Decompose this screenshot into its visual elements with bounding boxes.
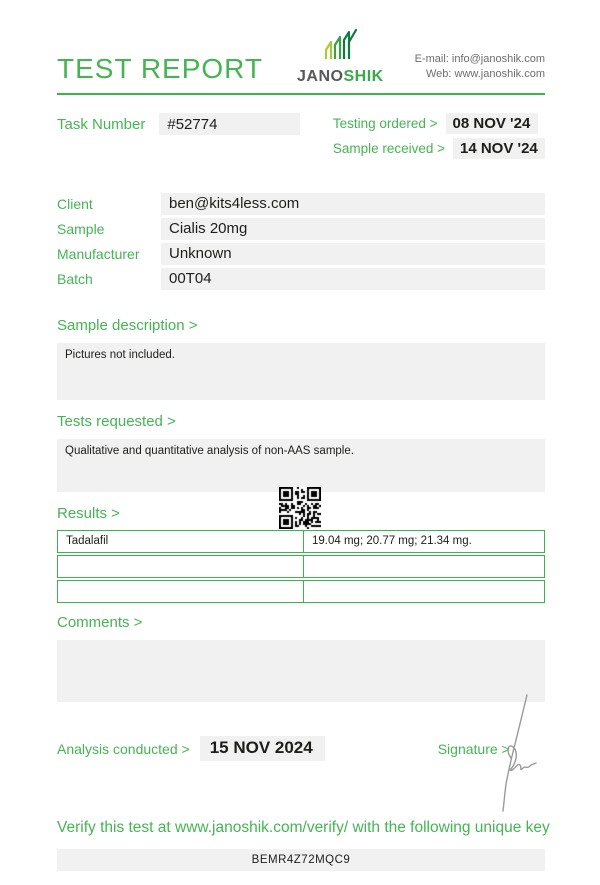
results-section bbox=[57, 506, 545, 603]
tests-requested-heading: Tests requested > bbox=[57, 413, 176, 430]
verify-text: Verify this test at www.janoshik.com/verify/ with the following unique key bbox=[57, 819, 550, 836]
analysis-conducted-label: Analysis conducted > bbox=[57, 740, 190, 757]
table-row bbox=[57, 580, 545, 603]
sample-description-box: Pictures not included. bbox=[57, 343, 545, 400]
analyte-cell bbox=[58, 556, 304, 577]
web-line bbox=[415, 67, 545, 82]
info-row-manufacturer bbox=[57, 243, 545, 265]
sample-received-value: 14 NOV '24 bbox=[453, 138, 545, 159]
manufacturer-label: Manufacturer bbox=[57, 246, 140, 262]
footer-row bbox=[57, 736, 545, 761]
sample-received-label: Sample received > bbox=[332, 141, 445, 156]
sample-received-row bbox=[333, 138, 545, 159]
contact-info bbox=[415, 52, 545, 85]
result-cell bbox=[304, 556, 544, 577]
sample-description-heading: Sample description > bbox=[57, 317, 198, 334]
client-label: Client bbox=[57, 196, 93, 212]
client-value: ben@kits4less.com bbox=[161, 193, 545, 215]
logo-wordmark bbox=[297, 69, 384, 85]
signature-label: Signature > bbox=[437, 740, 510, 757]
sample-value: Cialis 20mg bbox=[161, 218, 545, 240]
page-title: TEST REPORT bbox=[57, 53, 264, 84]
logo-wordmark-shik: SHIK bbox=[343, 68, 384, 85]
logo-wordmark-jano: JANO bbox=[297, 68, 344, 85]
email-line bbox=[415, 52, 545, 67]
signature-image bbox=[486, 692, 542, 814]
result-cell bbox=[304, 581, 544, 602]
header-divider bbox=[57, 93, 545, 95]
qr-code bbox=[279, 487, 321, 529]
table-row bbox=[57, 530, 545, 553]
results-heading: Results > bbox=[57, 505, 120, 522]
batch-label: Batch bbox=[57, 271, 93, 287]
manufacturer-value: Unknown bbox=[161, 243, 545, 265]
tests-requested-box: Qualitative and quantitative analysis of non-AAS sample. bbox=[57, 439, 545, 492]
testing-ordered-value: 08 NOV '24 bbox=[446, 113, 538, 134]
task-number-label: Task Number bbox=[57, 116, 146, 133]
task-number-value: #52774 bbox=[159, 113, 300, 135]
testing-ordered-row bbox=[333, 113, 545, 134]
email-label: E-mail: bbox=[414, 53, 449, 65]
analyte-cell: Tadalafil bbox=[58, 531, 304, 552]
growth-bars-icon bbox=[316, 28, 364, 67]
testing-ordered-label: Testing ordered > bbox=[332, 116, 438, 131]
dates-block bbox=[333, 113, 545, 163]
comments-box bbox=[57, 640, 545, 702]
results-table bbox=[57, 530, 545, 603]
verify-key: BEMR4Z72MQC9 bbox=[57, 849, 545, 871]
sample-info-section bbox=[57, 193, 545, 290]
analysis-date-value: 15 NOV 2024 bbox=[200, 736, 325, 761]
web-value: www.janoshik.com bbox=[454, 68, 545, 80]
analyte-cell bbox=[58, 581, 304, 602]
meta-section bbox=[57, 113, 545, 163]
result-cell: 19.04 mg; 20.77 mg; 21.34 mg. bbox=[312, 535, 472, 547]
email-value: info@janoshik.com bbox=[451, 53, 545, 65]
table-row bbox=[57, 555, 545, 578]
report-header bbox=[57, 0, 545, 85]
janoshik-logo bbox=[297, 28, 384, 85]
web-label: Web: bbox=[425, 68, 452, 80]
sample-label: Sample bbox=[57, 221, 105, 237]
info-row-client bbox=[57, 193, 545, 215]
comments-heading: Comments > bbox=[57, 614, 143, 631]
info-row-sample bbox=[57, 218, 545, 240]
info-row-batch bbox=[57, 268, 545, 290]
batch-value: 00T04 bbox=[161, 268, 545, 290]
